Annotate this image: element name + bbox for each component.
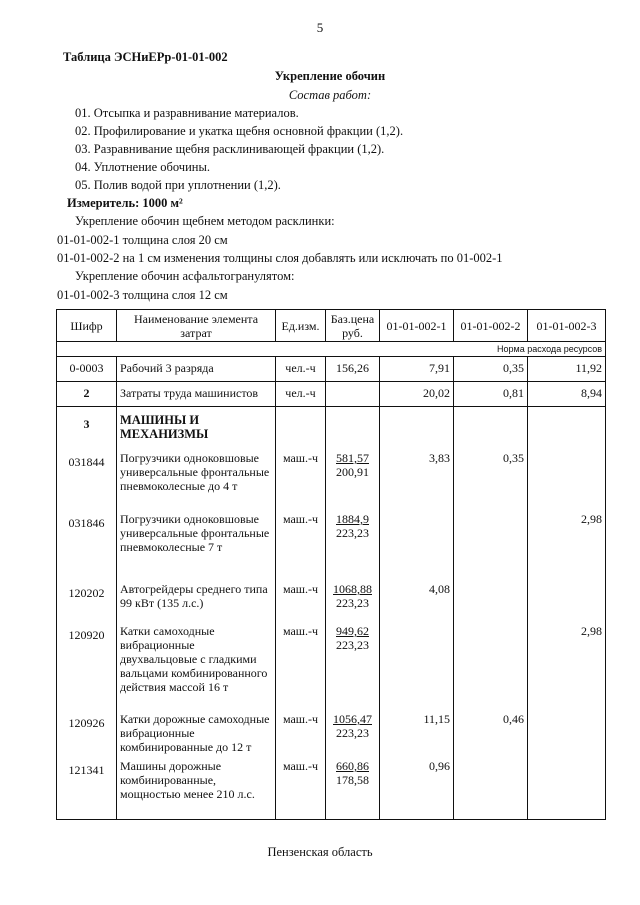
header-col-1: 01-01-002-1	[380, 310, 454, 342]
meter-label: Измеритель: 1000 м²	[67, 196, 183, 210]
machine-value-3: 2,98	[581, 624, 602, 638]
machine-price-total: 1068,88	[333, 582, 372, 596]
method-1: Укрепление обочин щебнем методом расклинки:	[75, 214, 335, 228]
header-unit: Ед.изм.	[276, 310, 326, 342]
row-price	[326, 382, 380, 407]
machine-price	[329, 582, 376, 624]
item-1: 01-01-002-1 толщина слоя 20 см	[57, 233, 228, 247]
machine-price-wage: 223,23	[336, 638, 369, 652]
table-row	[57, 357, 606, 382]
row-value-1: 7,91	[380, 357, 454, 382]
row-name: Затраты труда машинистов	[117, 382, 276, 407]
row-price: 156,26	[326, 357, 380, 382]
machine-unit: маш.-ч	[282, 712, 319, 726]
machine-value-3: 2,98	[581, 512, 602, 526]
machine-unit: маш.-ч	[282, 582, 319, 596]
machine-value-1: 3,83	[429, 451, 450, 465]
machine-price-total: 1884,9	[336, 512, 369, 526]
section-code: 3	[83, 417, 90, 431]
machinery-section	[57, 407, 606, 820]
machine-unit: маш.-ч	[282, 624, 319, 638]
header-col-2: 01-01-002-2	[454, 310, 528, 342]
row-value-3: 11,92	[528, 357, 606, 382]
work-item-4: 04. Уплотнение обочины.	[75, 160, 210, 174]
machine-price	[329, 512, 376, 582]
row-value-2: 0,35	[454, 357, 528, 382]
table-header-row	[57, 310, 606, 342]
row-value-2: 0,81	[454, 382, 528, 407]
header-price: Баз.цена руб.	[326, 310, 380, 342]
machine-name-120202: Автогрейдеры среднего типа 99 кВт (135 л.с.)	[120, 582, 268, 610]
machine-value-2: 0,35	[503, 451, 524, 465]
work-item-3: 03. Разравнивание щебня расклинивающей фракции (1,2).	[75, 142, 385, 156]
norm-label: Норма расхода ресурсов	[57, 342, 606, 357]
machine-value-1: 0,96	[429, 759, 450, 773]
machine-price	[329, 759, 376, 787]
norm-row	[57, 342, 606, 357]
item-2: 01-01-002-2 на 1 см изменения толщины слоя добавлять или исключать по 01-002-1	[57, 251, 503, 265]
method-2: Укрепление обочин асфальтогранулятом:	[75, 269, 295, 283]
machine-value-3	[531, 712, 602, 759]
machine-name-120926: Катки дорожные самоходные вибрационные комбинированные до 12 т	[120, 712, 270, 754]
machine-price-wage: 223,23	[336, 726, 369, 740]
machine-value-3	[531, 451, 602, 512]
section-subheading: Состав работ:	[288, 88, 372, 102]
machine-unit: маш.-ч	[282, 512, 319, 526]
machine-value-2: 0,46	[503, 712, 524, 726]
machine-code-121341: 121341	[68, 763, 105, 777]
machine-name-120920: Катки самоходные вибрационные двухвальцовые с гладкими вальцами комбинированного действия массой 16 т	[120, 624, 268, 694]
machine-price-total: 581,57	[336, 451, 369, 465]
machine-price	[329, 624, 376, 712]
header-code: Шифр	[57, 310, 117, 342]
machine-value-2	[457, 582, 524, 624]
machine-code-031846: 031846	[68, 516, 105, 530]
row-code: 2	[57, 382, 117, 407]
machine-value-1: 4,08	[429, 582, 450, 596]
machine-price	[329, 451, 376, 512]
machine-code-120920: 120920	[68, 628, 105, 642]
machine-price	[329, 712, 376, 759]
machine-code-031844: 031844	[68, 455, 105, 469]
row-unit: чел.-ч	[276, 357, 326, 382]
machine-name-121341: Машины дорожные комбинированные, мощностью менее 210 л.с.	[120, 759, 255, 801]
work-item-2: 02. Профилирование и укатка щебня основной фракции (1,2).	[75, 124, 404, 138]
footer-region: Пензенская область	[267, 845, 373, 859]
section-heading: Укрепление обочин	[274, 69, 386, 83]
row-name: Рабочий 3 разряда	[117, 357, 276, 382]
machine-unit: маш.-ч	[282, 759, 319, 773]
machine-price-wage: 223,23	[336, 526, 369, 540]
row-code: 0-0003	[57, 357, 117, 382]
machine-code-120926: 120926	[68, 716, 105, 730]
machine-value-3	[531, 582, 602, 624]
machine-value-1: 11,15	[423, 712, 450, 726]
row-value-3: 8,94	[528, 382, 606, 407]
row-unit: чел.-ч	[276, 382, 326, 407]
machine-name-031846: Погрузчики одноковшовые универсальные фронтальные пневмоколесные 7 т	[120, 512, 270, 554]
machine-value-1	[383, 512, 450, 582]
resource-table	[56, 309, 606, 820]
page-number: 5	[316, 20, 324, 35]
machine-code-120202: 120202	[68, 586, 105, 600]
row-value-1: 20,02	[380, 382, 454, 407]
machine-price-wage: 178,58	[336, 773, 369, 787]
machine-value-2	[457, 512, 524, 582]
header-col-3: 01-01-002-3	[528, 310, 606, 342]
machine-unit: маш.-ч	[282, 451, 319, 465]
header-name: Наименование элемента затрат	[117, 310, 276, 342]
machine-value-2	[457, 624, 524, 712]
machine-price-wage: 200,91	[336, 465, 369, 479]
work-item-5: 05. Полив водой при уплотнении (1,2).	[75, 178, 281, 192]
work-item-1: 01. Отсыпка и разравнивание материалов.	[75, 106, 299, 120]
machine-value-1	[383, 624, 450, 712]
item-3: 01-01-002-3 толщина слоя 12 см	[57, 288, 228, 302]
machine-price-total: 1056,47	[333, 712, 372, 726]
machine-price-wage: 223,23	[336, 596, 369, 610]
table-row	[57, 382, 606, 407]
machine-price-total: 660,86	[336, 759, 369, 773]
machine-price-total: 949,62	[336, 624, 369, 638]
table-title: Таблица ЭСНиЕРр-01-01-002	[63, 50, 228, 64]
section-title: МАШИНЫ И МЕХАНИЗМЫ	[120, 413, 209, 441]
machine-name-031844: Погрузчики одноковшовые универсальные фронтальные пневмоколесные до 4 т	[120, 451, 270, 493]
